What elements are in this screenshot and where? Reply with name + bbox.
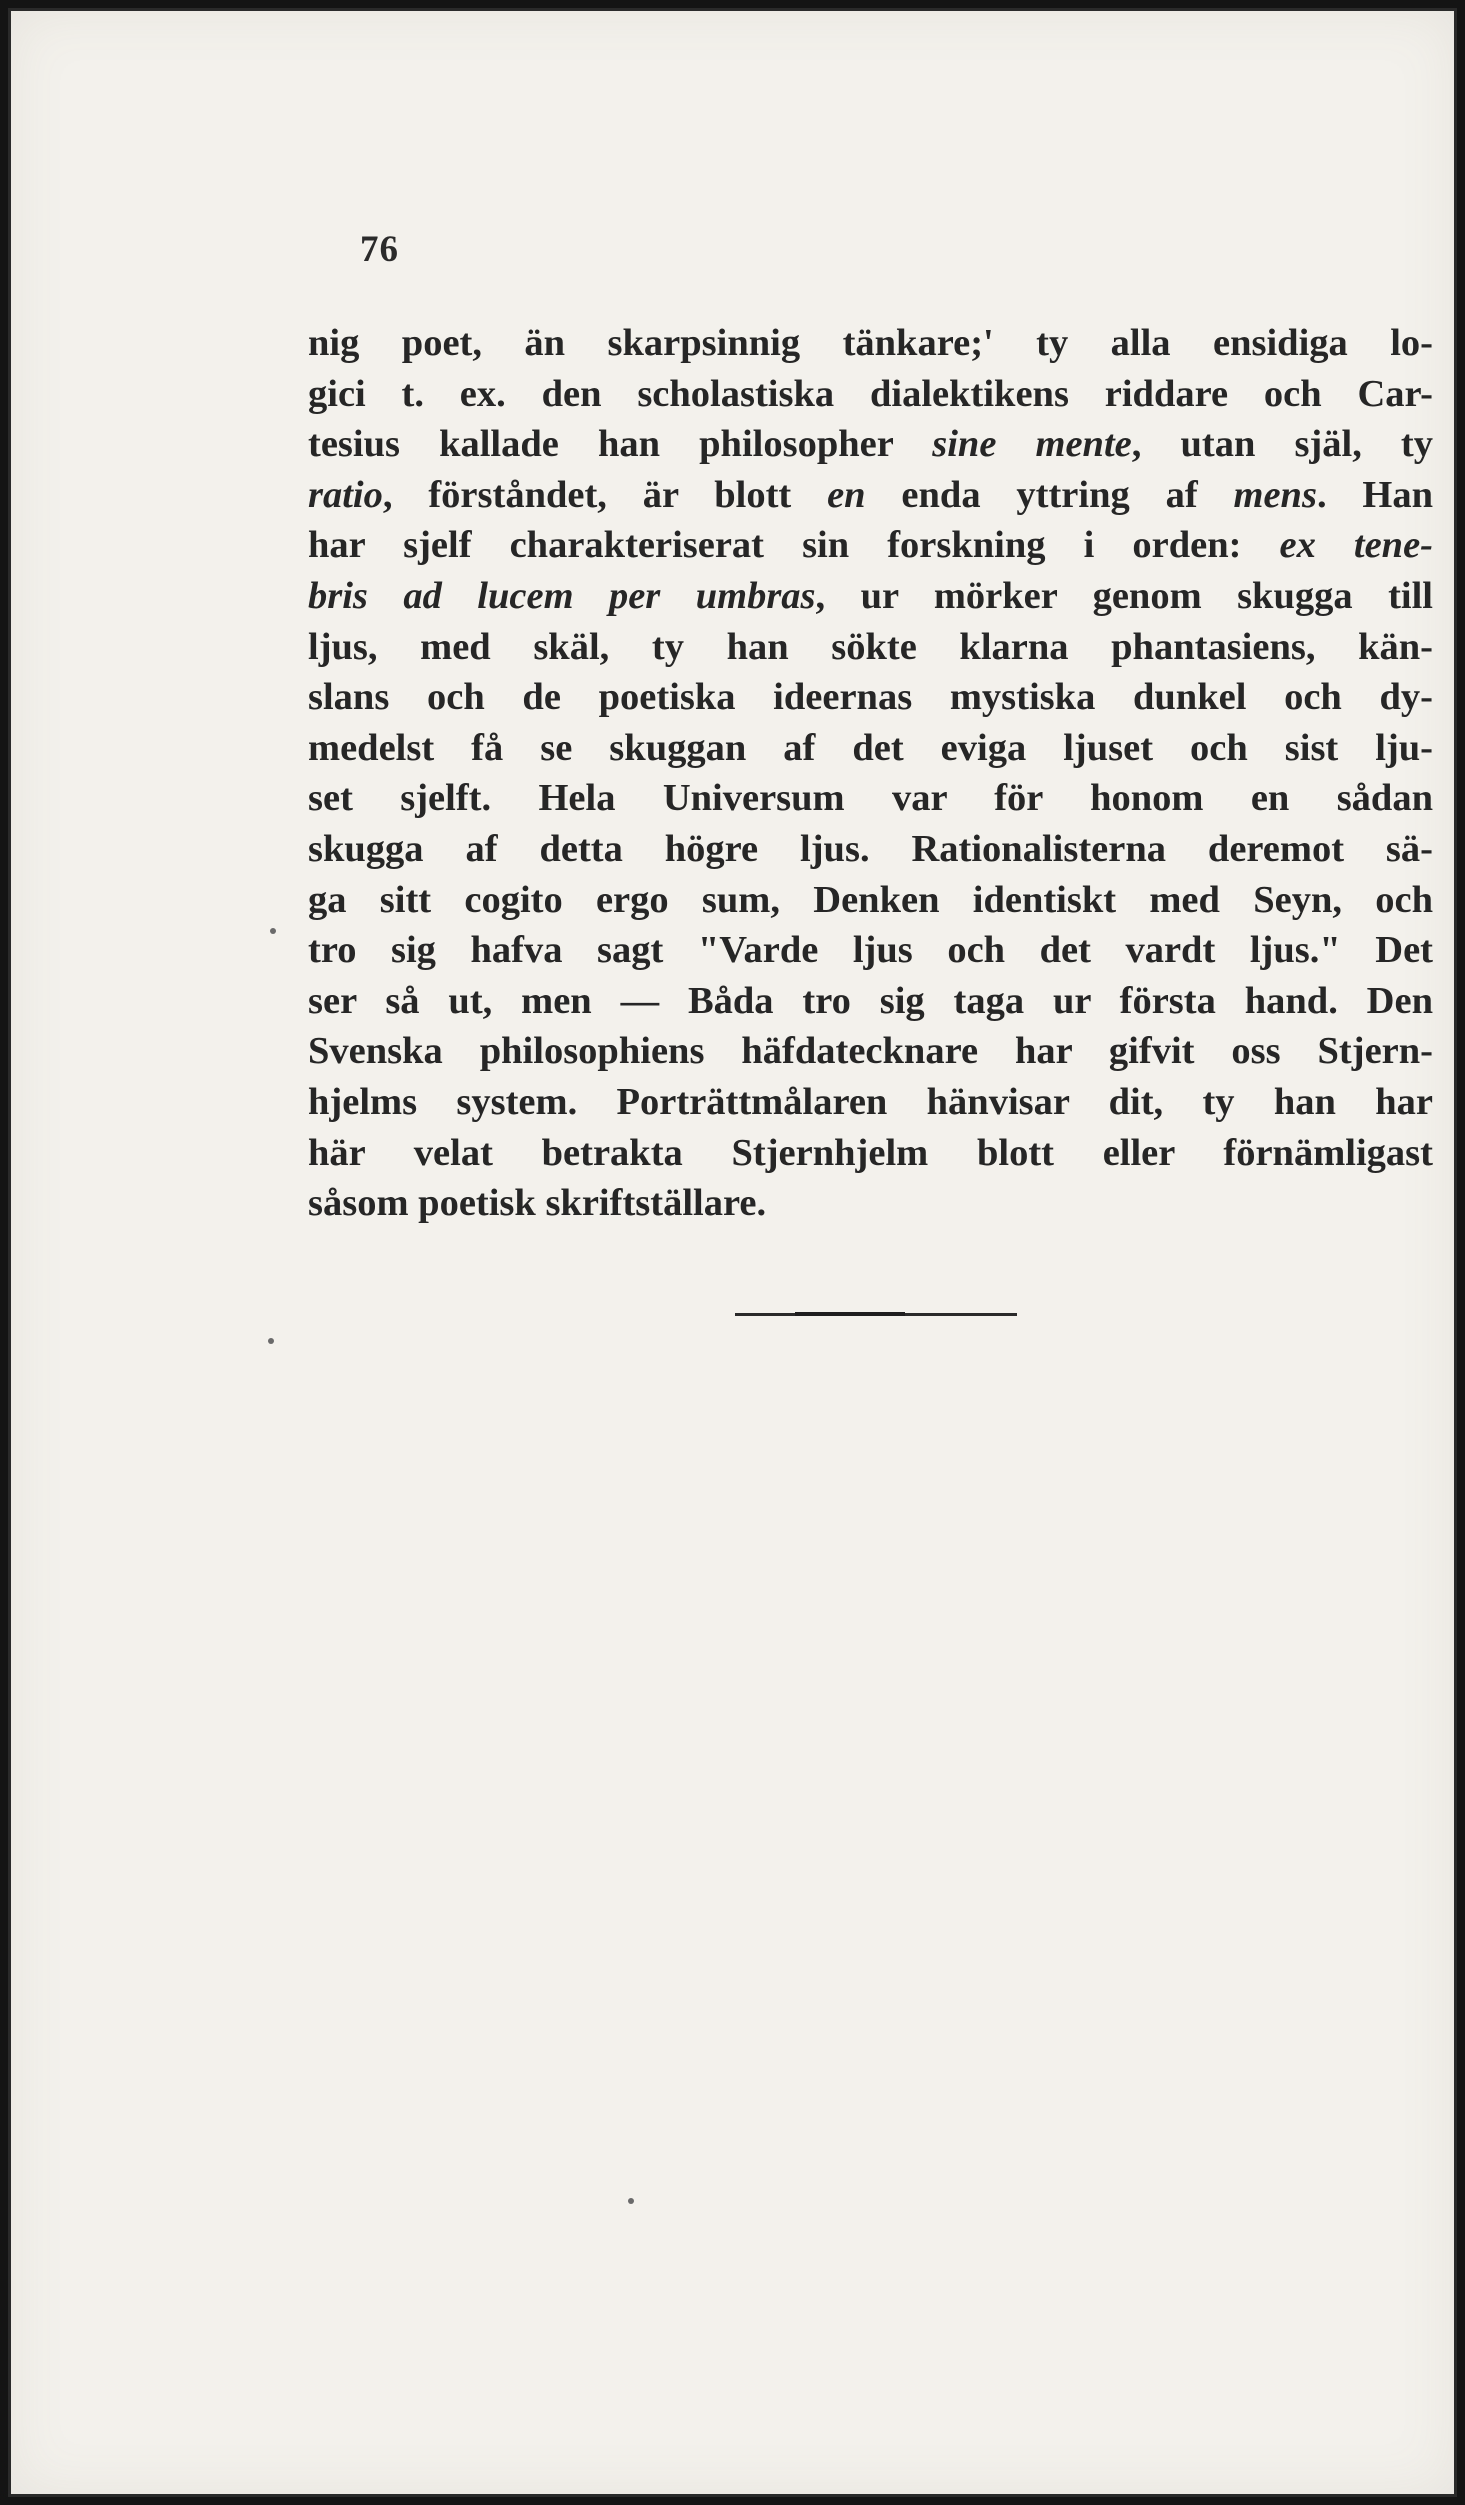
text-segment: slans och de poetiska ideernas mystiska dunkel och dy- (308, 676, 1433, 719)
text-line (308, 520, 1433, 571)
text-segment: , utan själ, ty (1131, 423, 1433, 466)
text-segment: medelst få se skuggan af det eviga ljuset och sist lju- (308, 726, 1433, 769)
text-segment: tro sig hafva sagt "Varde ljus och det vardt ljus." Det (308, 929, 1433, 972)
page-number: 76 (360, 229, 399, 270)
text-line (308, 672, 1433, 723)
text-segment: här velat betrakta Stjernhjelm blott eller förnämligast (308, 1131, 1433, 1174)
text-segment: enda yttring af (865, 473, 1234, 516)
text-line (308, 1178, 1433, 1229)
print-speck (268, 1338, 274, 1344)
text-segment: gici t. ex. den scholastiska dialektikens riddare och Car- (308, 372, 1433, 415)
text-line (308, 318, 1433, 369)
text-segment: set sjelft. Hela Universum var för honom en sådan (308, 777, 1433, 820)
text-line (308, 1026, 1433, 1077)
text-line (308, 925, 1433, 976)
italic-text-segment: ex tene- (1279, 524, 1433, 567)
text-line (308, 369, 1433, 420)
print-speck (270, 928, 276, 934)
text-segment: ser så ut, men — Båda tro sig taga ur första hand. Den (308, 979, 1433, 1022)
text-line (308, 622, 1433, 673)
text-segment: såsom poetisk skriftställare. (308, 1182, 767, 1225)
text-segment: hjelms system. Porträttmålaren hänvisar dit, ty han har (308, 1080, 1433, 1123)
text-line (308, 1128, 1433, 1179)
body-text (308, 318, 1433, 1229)
text-line (308, 875, 1433, 926)
text-segment: har sjelf charakteriserat sin forskning i orden: (308, 524, 1280, 567)
text-line (308, 723, 1433, 774)
italic-text-segment: mens (1233, 473, 1317, 516)
text-line (308, 824, 1433, 875)
text-segment: Svenska philosophiens häfdatecknare har gifvit oss Stjern- (308, 1030, 1433, 1073)
text-segment: . Han (1316, 473, 1434, 516)
text-segment: , förståndet, är blott (382, 473, 828, 516)
text-segment: nig poet, än skarpsinnig tänkare;' ty alla ensidiga lo- (308, 322, 1433, 364)
print-speck (628, 2198, 634, 2204)
section-divider (735, 1313, 1017, 1316)
text-line (308, 571, 1433, 622)
text-segment: tesius kallade han philosopher (308, 423, 933, 466)
italic-text-segment: bris ad lucem per umbras (308, 574, 816, 617)
text-line (308, 976, 1433, 1027)
italic-text-segment: sine mente (932, 423, 1132, 466)
text-segment: ljus, med skäl, ty han sökte klarna phantasiens, kän- (308, 625, 1433, 668)
text-line (308, 419, 1433, 470)
text-line (308, 1077, 1433, 1128)
text-line (308, 470, 1433, 521)
text-segment: , ur mörker genom skugga till (815, 574, 1433, 617)
text-segment: ga sitt cogito ergo sum, Denken identiskt med Seyn, och (308, 878, 1433, 921)
book-page (8, 8, 1457, 2497)
italic-text-segment: ratio (308, 473, 383, 516)
text-line (308, 773, 1433, 824)
text-segment: skugga af detta högre ljus. Rationalisterna deremot sä- (308, 827, 1433, 870)
italic-text-segment: en (827, 473, 866, 516)
